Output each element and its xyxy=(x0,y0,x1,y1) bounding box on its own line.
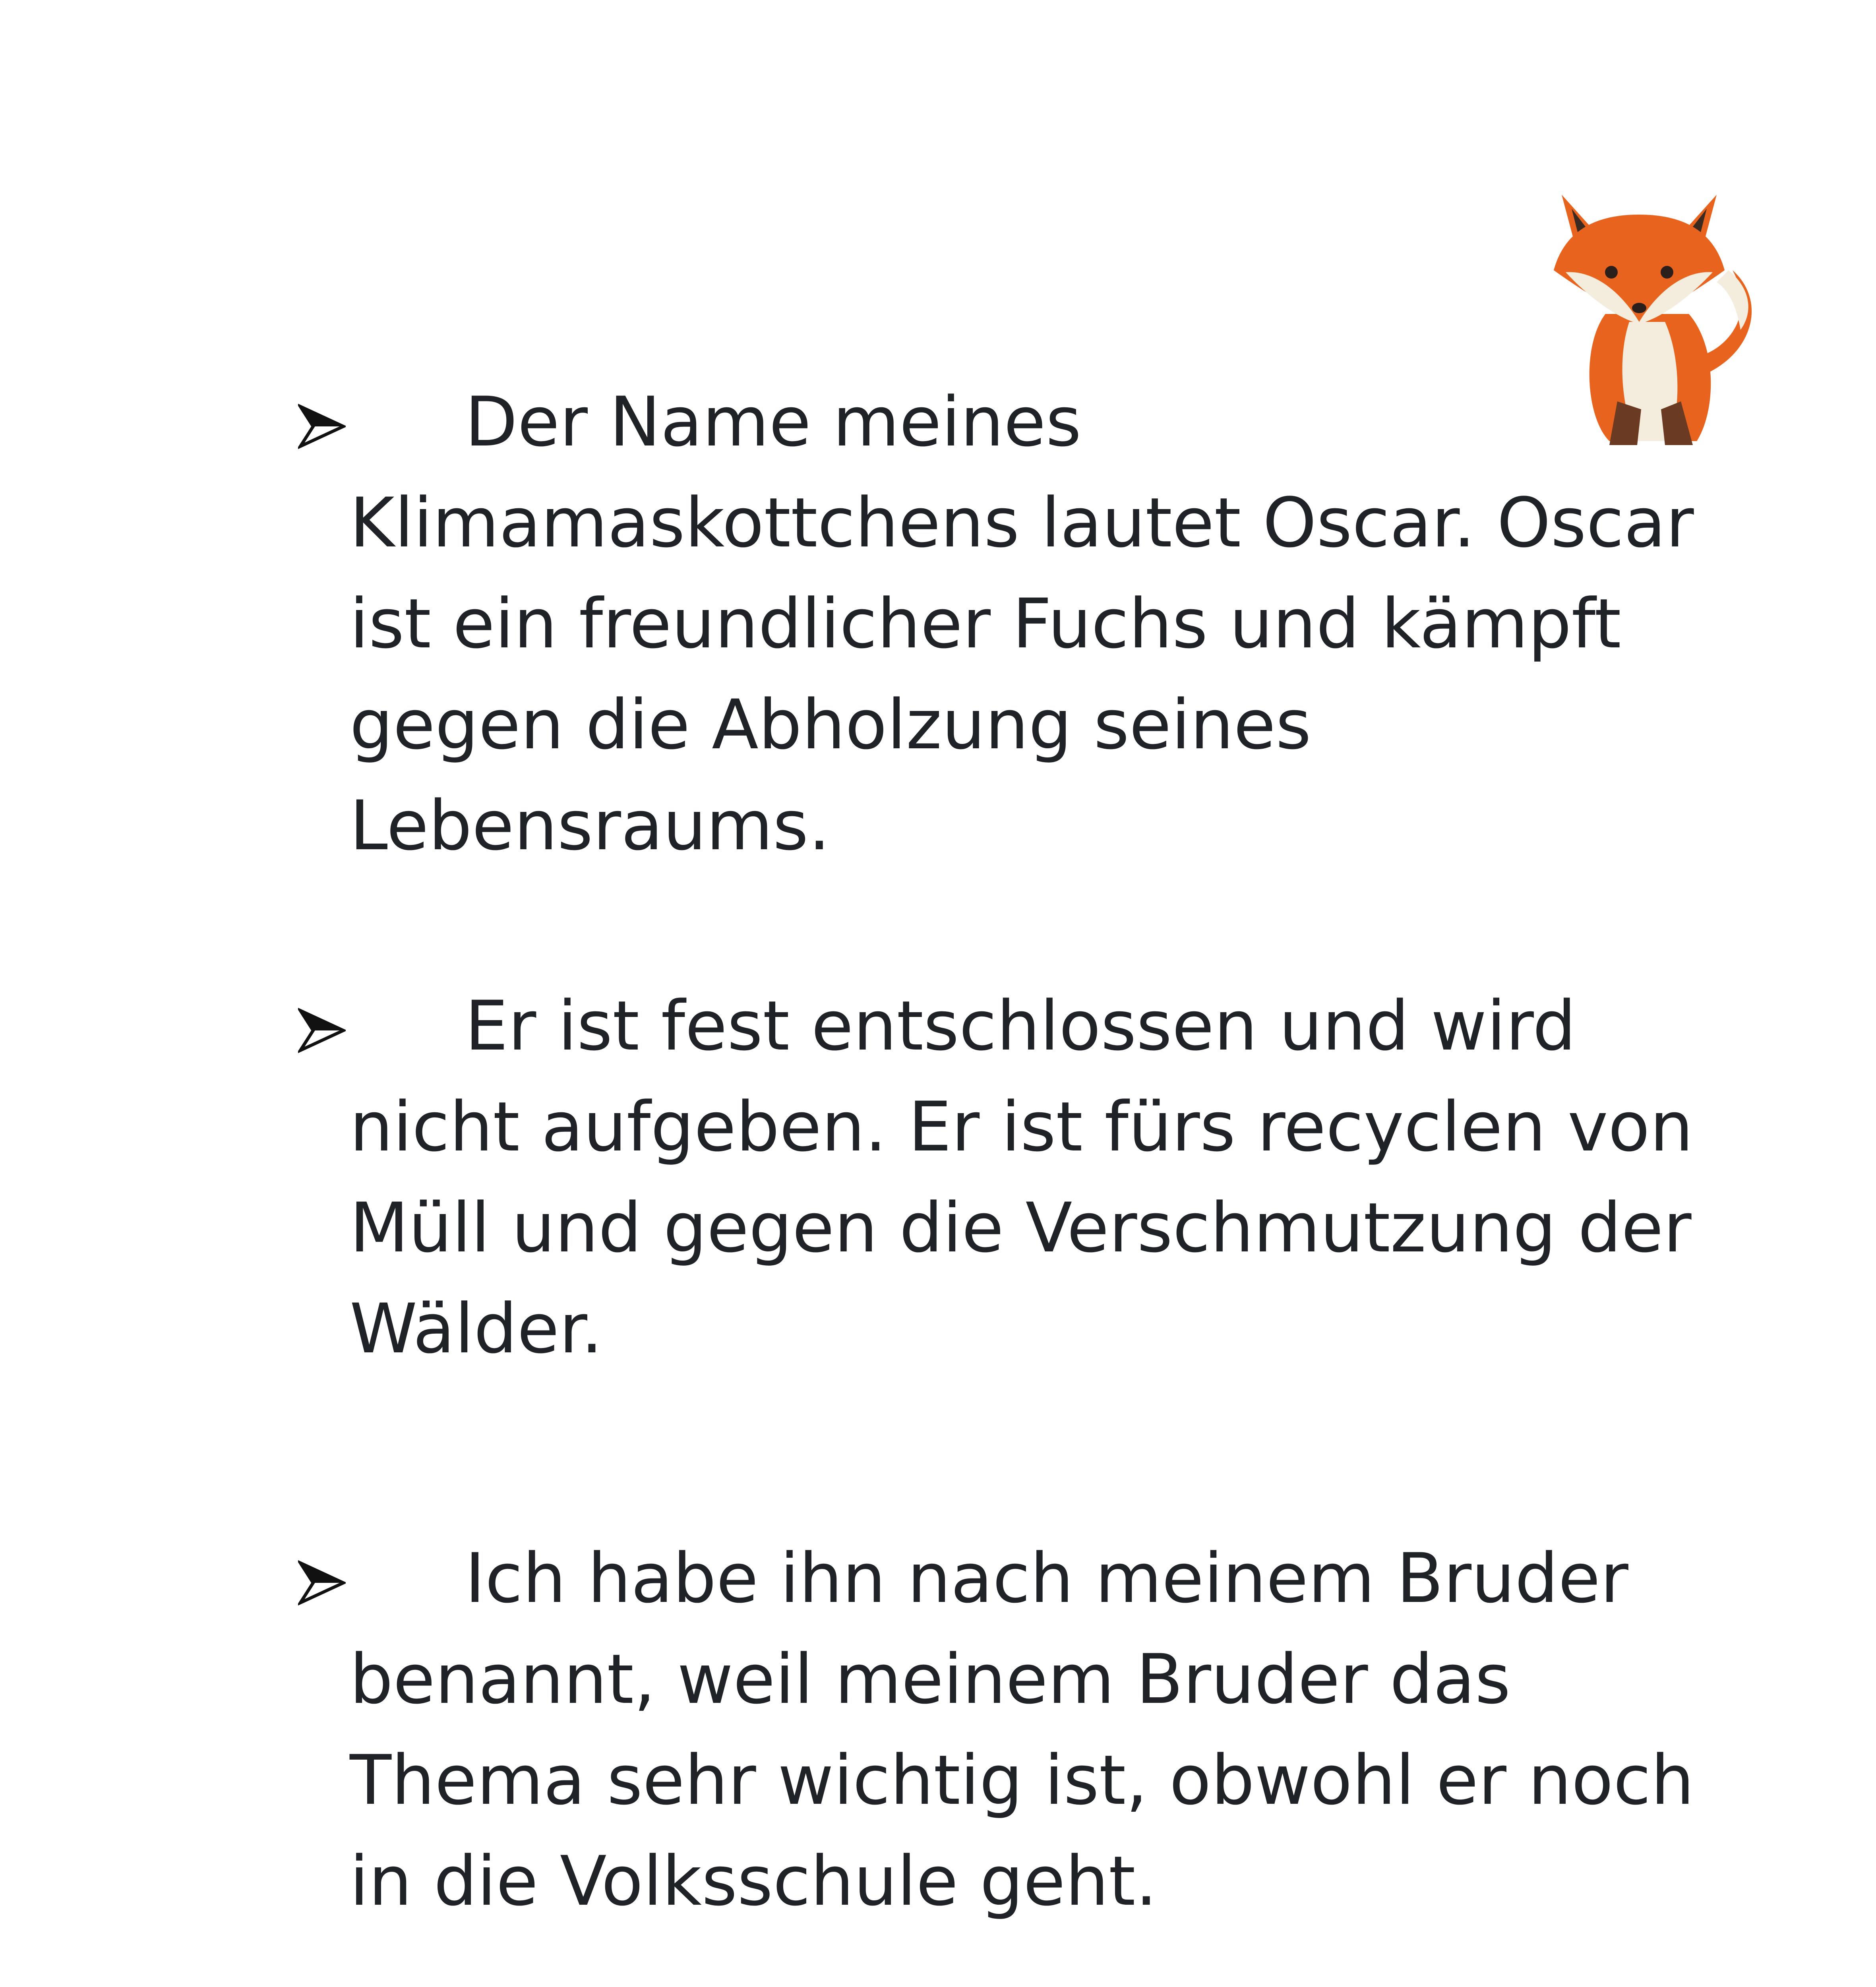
bullet-text: Er ist fest entschlossen und wird nicht aufgeben. Er ist fürs recyclen von Müll und gegen die Verschmutzung der Wälder. xyxy=(350,986,1693,1369)
bullet-text: Der Name meines Klimamaskottchens lautet Oscar. Oscar ist ein freundlicher Fuchs und kämpft gegen die Abholzung seines Lebensraums. xyxy=(350,382,1694,866)
bullet-item xyxy=(350,976,1701,1379)
arrowhead-bullet-icon xyxy=(298,1007,346,1054)
bullet-text: Ich habe ihn nach meinem Bruder benannt, weil meinem Bruder das Thema sehr wichtig ist, obwohl er noch in die Volksschule geht. xyxy=(350,1538,1694,1921)
arrowhead-bullet-icon xyxy=(298,403,346,450)
bullet-item xyxy=(350,372,1701,876)
arrowhead-bullet-icon xyxy=(298,1559,346,1607)
bullet-item xyxy=(350,1528,1701,1932)
